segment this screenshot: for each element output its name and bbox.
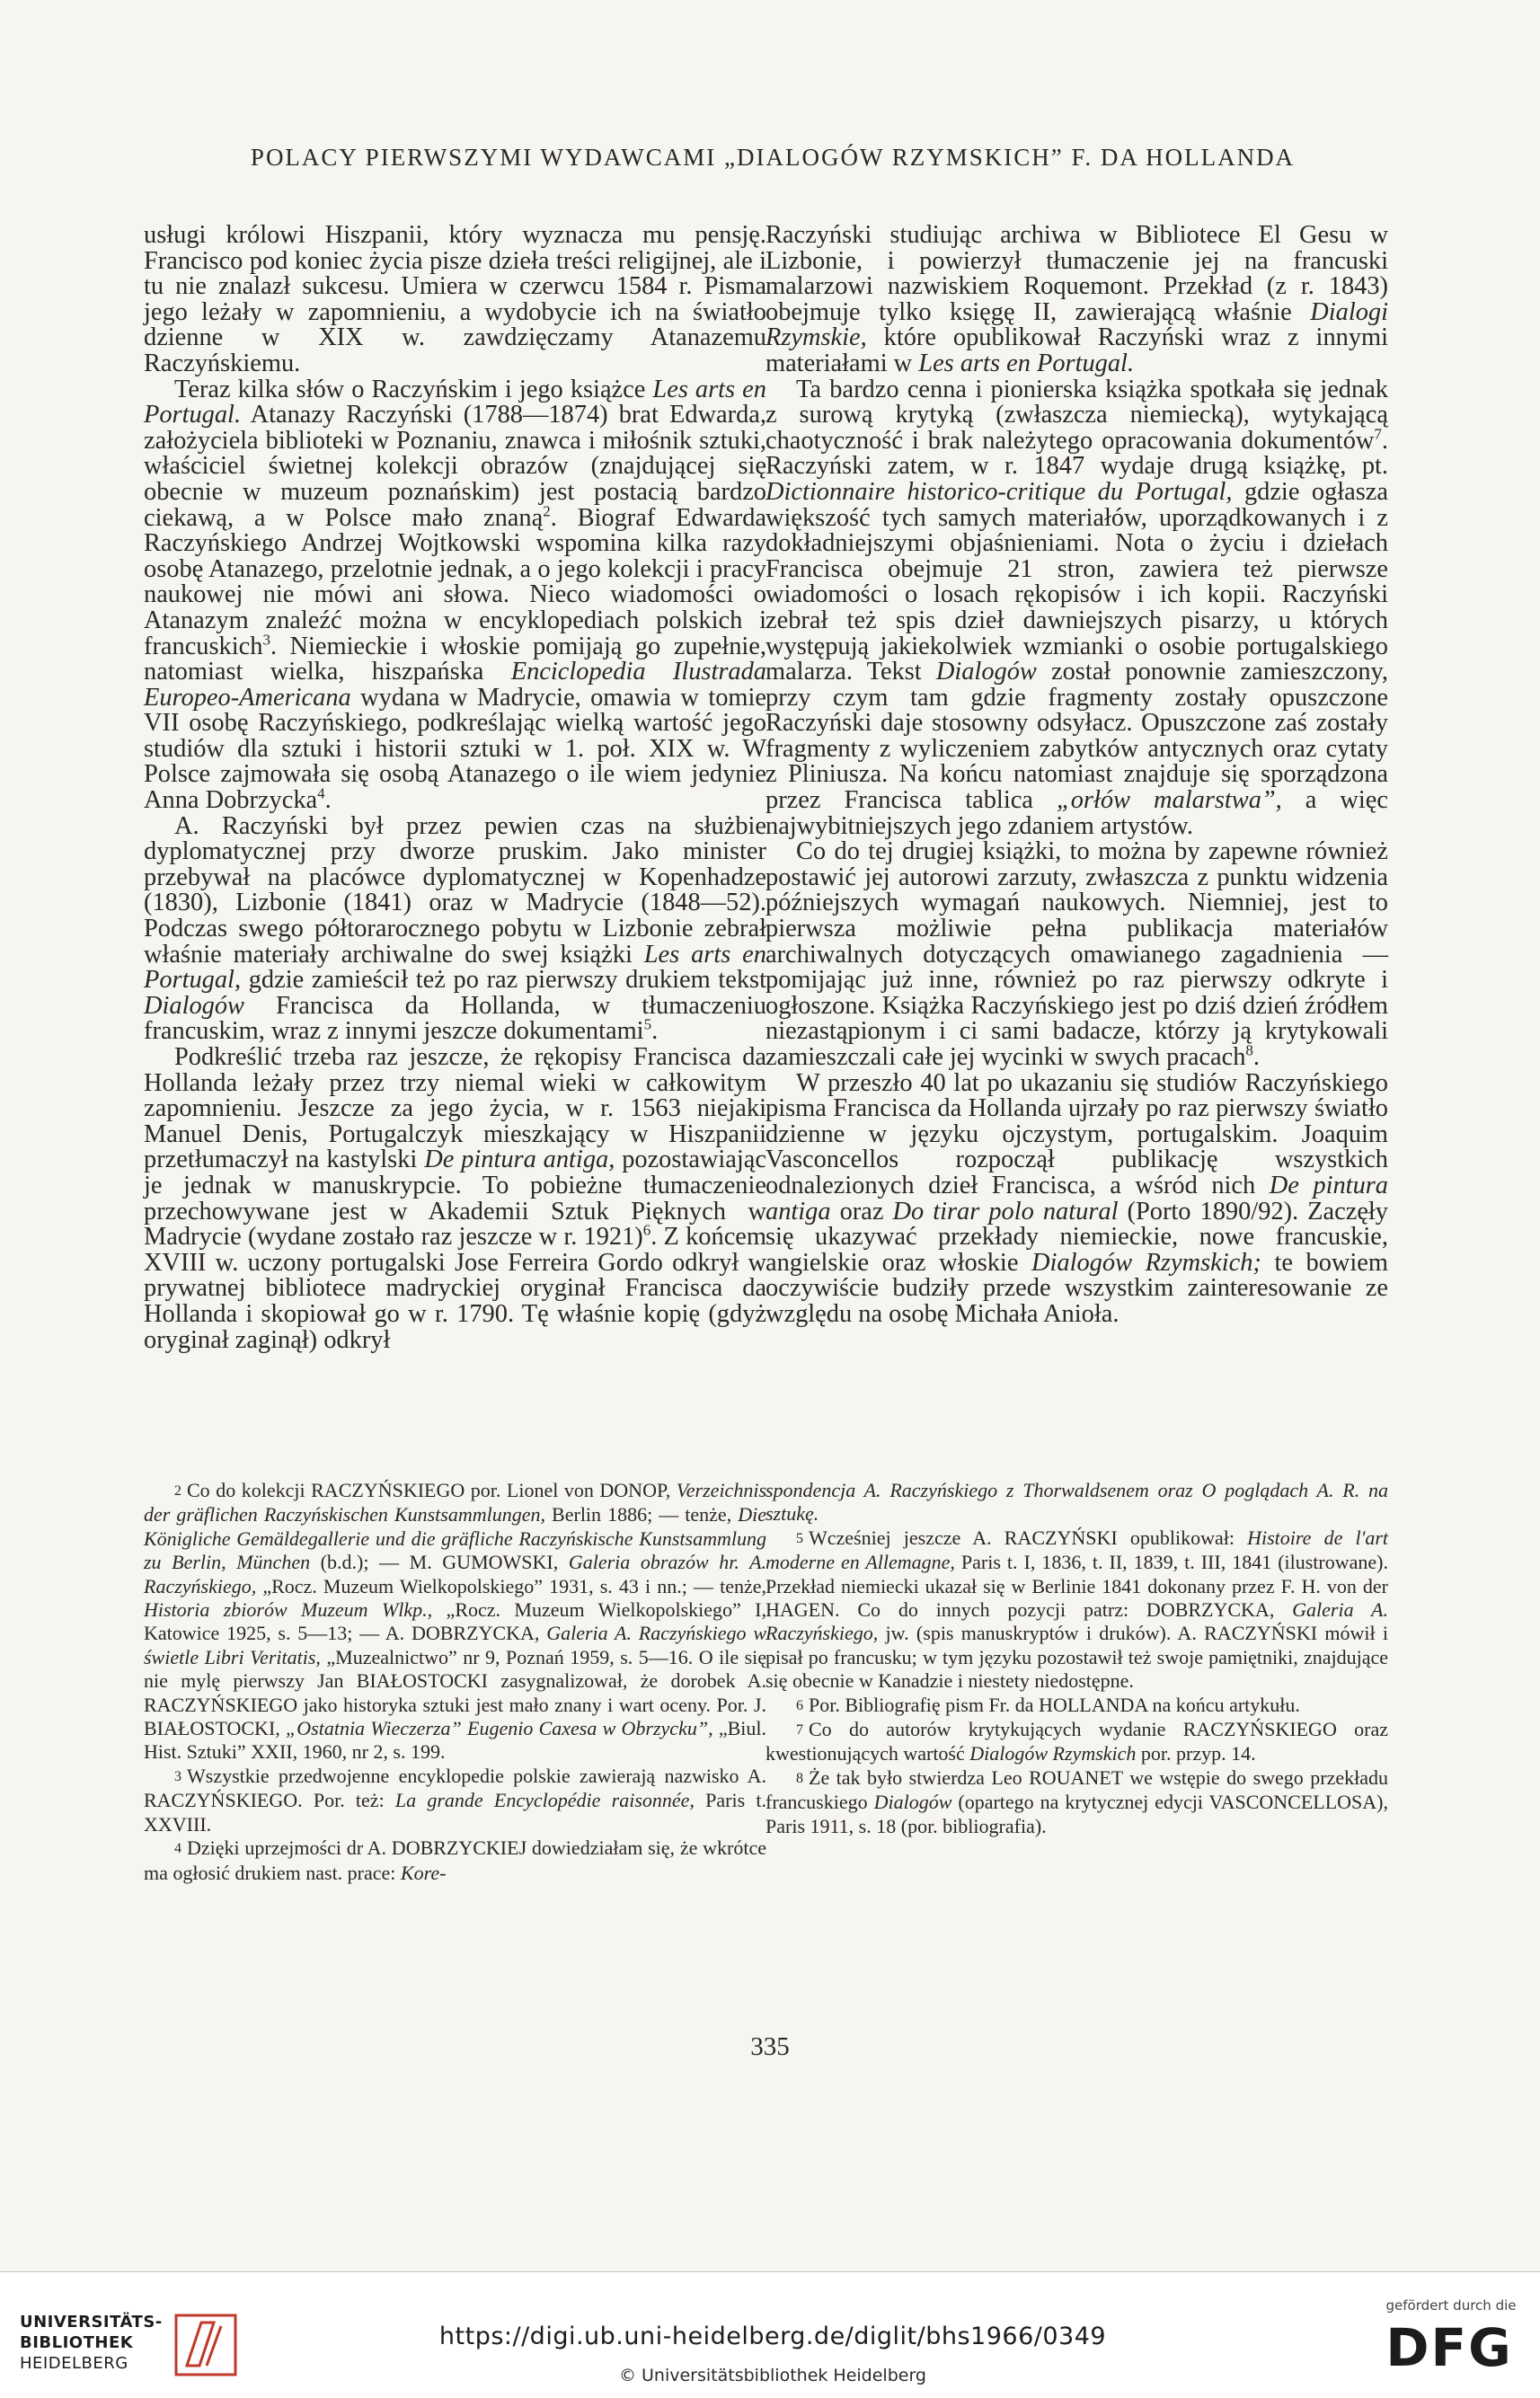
dfg-logo[interactable]: DFG: [1385, 2317, 1513, 2378]
footnote-7: 7 Co do autorów krytykujących wydanie RACZYŃSKIEGO oraz kwestionujących wartość Dialogów Rzymskich por. przyp. 14.: [766, 1718, 1388, 1765]
page-number: 335: [750, 2032, 790, 2061]
right-column: [766, 223, 1388, 1328]
footnote-6: 6 Por. Bibliografię pism Fr. da HOLLANDA na końcu artykułu.: [796, 1693, 1300, 1716]
viewer-footer: [0, 2271, 1540, 2398]
library-name-line1: UNIVERSITÄTS-: [20, 2313, 163, 2332]
paragraph: Ta bardzo cenna i pionierska książka spotkała się jednak z surową krytyką (zwłaszcza niemiecką), wytykającą chaotyczność i brak należytego opracowania dokumentów$^7$. Raczyński zatem, w r. 1847 wydaje drugą książkę, pt. Dictionnaire historico-critique du Portugal, gdzie ogłasza większość tych samych materiałów, uporządkowanych i z dokładniejszymi objaśnieniami. Nota o życiu i dziełach Francisca obejmuje 21 stron, zawiera też pierwsze wiadomości o losach rękopisów i ich kopii. Raczyński zebrał też spis dzieł dawniejszych pisarzy, u których występują jakiekolwiek wzmianki o osobie portugalskiego malarza. Tekst Dialogów został ponownie zamieszczony, przy czym tam gdzie fragmenty zostały opuszczone Raczyński daje stosowny odsyłacz. Opuszczone zaś zostały fragmenty z wyliczeniem zabytków antycznych oraz cytaty z Pliniusza. Na końcu natomiast znajduje się sporządzona przez Francisca tablica „orłów malarstwa”, a więc najwybitniejszych jego zdaniem artystów.: [766, 375, 1389, 840]
paragraph: usługi królowi Hiszpanii, który wyznacza mu pensję. Francisco pod koniec życia pisze dzieła treści religijnej, ale i tu nie znalazł sukcesu. Umiera w czerwcu 1584 r. Pisma jego leżały w zapomnieniu, a wydobycie ich na światło dzienne w XIX w. zawdzięczamy Atanazemu Raczyńskiemu.: [144, 221, 766, 377]
paragraph: Co do tej drugiej książki, to można by zapewne również postawić jej autorowi zarzuty, zwłaszcza z punktu widzenia późniejszych wymagań naukowych. Niemniej, jest to pierwsza możliwie pełna publikacja materiałów archiwalnych dotyczących omawianego zagadnienia — pomijając już inne, również po raz pierwszy odkryte i ogłoszone. Książka Raczyńskiego jest po dziś dzień źródłem niezastąpionym i ci sami badacze, którzy ją krytykowali zamieszczali całe jej wycinki w swych pracach$^8$.: [766, 837, 1388, 1071]
paragraph: Podkreślić trzeba raz jeszcze, że rękopisy Francisca da Hollanda leżały przez trzy niemal wieki w całkowitym zapomnieniu. Jeszcze za jego życia, w r. 1563 niejaki Manuel Denis, Portugalczyk mieszkający w Hiszpanii przetłumaczył na kastylski De pintura antiga, pozostawiając je jednak w manuskrypcie. To pobieżne tłumaczenie przechowywane jest w Akademii Sztuk Pięknych w Madrycie (wydane zostało raz jeszcze w r. 1921)$^6$. Z końcem XVIII w. uczony portugalski Jose Ferreira Gordo odkrył w prywatnej bibliotece madryckiej oryginał Francisca da Hollanda i skopiował go w r. 1790. Tę właśnie kopię (gdyż oryginał zaginął) odkrył: [144, 1043, 766, 1354]
footnote-ref: 2: [543, 502, 551, 520]
footnote-8: 8 Że tak było stwierdza Leo ROUANET we wstępie do swego przekładu francuskiego Dialogów (opartego na krytycznej edycji VASCONCELLOSA), Paris 1911, s. 18 (por. bibliografia).: [766, 1765, 1388, 1837]
copyright-notice: © Universitätsbibliothek Heidelberg: [618, 2366, 926, 2385]
footnotes-left: [144, 1479, 766, 1885]
footnote-4-continued: spondencja A. Raczyńskiego z Thorwaldsenem oraz O poglądach A. R. na sztukę.: [766, 1479, 1388, 1526]
footnote-ref: 6: [642, 1221, 651, 1239]
footnote-ref: 7: [1374, 425, 1382, 443]
library-name-line2: BIBLIOTHEK: [20, 2333, 134, 2352]
paragraph: Teraz kilka słów o Raczyńskim i jego książce Les arts en Portugal. Atanazy Raczyński (1788—1874) brat Edwarda, założyciela biblioteki w Poznaniu, znawca i miłośnik sztuki, właściciel świetnej kolekcji obrazów (znajdującej się obecnie w muzeum poznańskim) jest postacią bardzo ciekawą, a w Polsce mało znaną$^2$. Biograf Edwarda Raczyńskiego Andrzej Wojtkowski wspomina kilka razy osobę Atanazego, przelotnie jednak, a o jego kolekcji i pracy naukowej nie mówi ani słowa. Nieco wiadomości o Atanazym znaleźć można w encyklopediach polskich i francuskich$^3$. Niemieckie i włoskie pomijają go zupełnie, natomiast wielka, hiszpańska Enciclopedia Ilustrada Europeo-Americana wydana w Madrycie, omawia w tomie VII osobę Raczyńskiego, podkreślając wielką wartość jego studiów dla sztuki i historii sztuki w 1. poł. XIX w. W Polsce zajmowała się osobą Atanazego o ile wiem jedynie Anna Dobrzycka$^4$.: [144, 375, 766, 815]
paragraph: W przeszło 40 lat po ukazaniu się studiów Raczyńskiego pisma Francisca da Hollanda ujrzały po raz pierwszy światło dzienne w języku ojczystym, portugalskim. Joaquim Vasconcellos rozpoczął publikację wszystkich odnalezionych dzieł Francisca, a wśród nich De pintura antiga oraz Do tirar polo natural (Porto 1890/92). Zaczęły się ukazywać przekłady niemieckie, nowe francuskie, angielskie oraz włoskie Dialogów Rzymskich; te bowiem oczywiście budziły przede wszystkim zainteresowanie ze względu na osobę Michała Anioła.: [766, 1068, 1389, 1328]
footnote-ref: 4: [317, 784, 325, 802]
footnote-ref: 5: [643, 1015, 652, 1033]
footnote-2: 2 Co do kolekcji RACZYŃSKIEGO por. Lionel von DONOP, Verzeichnis der gräflichen Raczyńskischen Kunstsammlungen, Berlin 1886; — tenże, Die Königliche Gemäldegallerie und die gräfliche Raczyńskische Kunstsammlung zu Berlin, München (b.d.); — M. GUMOWSKI, Galeria obrazów hr. A. Raczyńskiego, „Rocz. Muzeum Wielkopolskiego” 1931, s. 43 i nn.; — tenże, Historia zbiorów Muzeum Wlkp., „Rocz. Muzeum Wielkopolskiego” I, Katowice 1925, s. 5—13; — A. DOBRZYCKA, Galeria A. Raczyńskiego w świetle Libri Veritatis, „Muzealnictwo” nr 9, Poznań 1959, s. 5—16. O ile się nie mylę pierwszy Jan BIAŁOSTOCKI zasygnalizował, że dorobek A. RACZYŃSKIEGO jako historyka sztuki jest mało znany i wart oceny. Por. J. BIAŁOSTOCKI, „Ostatnia Wieczerza” Eugenio Caxesa w Obrzycku”, „Biul. Hist. Sztuki” XXII, 1960, nr 2, s. 199.: [144, 1479, 767, 1764]
funding-note: gefördert durch die: [1385, 2297, 1517, 2314]
footnote-3: 3 Wszystkie przedwojenne encyklopedie polskie zawierają nazwisko A. RACZYŃSKIEGO. Por. też: La grande Encyclopédie raisonnée, Paris t. XXVIII.: [144, 1764, 766, 1836]
footnote-4: 4 Dzięki uprzejmości dr A. DOBRZYCKIEJ dowiedziałam się, że wkrótce ma ogłosić drukiem nast. prace: Kore-: [144, 1836, 766, 1884]
permalink-url[interactable]: https://digi.ub.uni-heidelberg.de/diglit/bhs1966/0349: [438, 2323, 1107, 2350]
paragraph: Raczyński studiując archiwa w Bibliotece El Gesu w Lizbonie, i powierzył tłumaczenie jej na francuski malarzowi nazwiskiem Roquemont. Przekład (z r. 1843) obejmuje tylko księgę II, zawierającą właśnie Dialogi Rzymskie, które opublikował Raczyński wraz z innymi materiałami w Les arts en Portugal.: [766, 221, 1388, 377]
library-logo[interactable]: [20, 2312, 253, 2378]
running-head: POLACY PIERWSZYMI WYDAWCAMI „DIALOGÓW RZYMSKICH” F. DA HOLLANDA: [250, 144, 1296, 171]
left-column: [144, 223, 766, 1353]
library-name-line3: HEIDELBERG: [20, 2354, 128, 2373]
paragraph: A. Raczyński był przez pewien czas na służbie dyplomatycznej przy dworze pruskim. Jako minister przebywał na placówce dyplomatycznej w Kopenhadze (1830), Lizbonie (1841) oraz w Madrycie (1848—52). Podczas swego półtorarocznego pobytu w Lizbonie zebrał właśnie materiały archiwalne do swej książki Les arts en Portugal, gdzie zamieścił też po raz pierwszy drukiem tekst Dialogów Francisca da Hollanda, w tłumaczeniu francuskim, wraz z innymi jeszcze dokumentami$^5$.: [144, 811, 766, 1046]
library-emblem-icon: [174, 2314, 237, 2376]
footnote-5: 5 Wcześniej jeszcze A. RACZYŃSKI opublikował: Histoire de l'art moderne en Allemagne, Paris t. I, 1836, t. II, 1839, t. III, 1841 (ilustrowane). Przekład niemiecki ukazał się w Berlinie 1841 dokonany przez F. H. von der HAGEN. Co do innych pozycji patrz: DOBRZYCKA, Galeria A. Raczyńskiego, jw. (spis manuskryptów i druków). A. RACZYŃSKI mówił i pisał po francusku; w tym języku pozostawił też swoje pamiętniki, znajdujące się obecnie w Kanadzie i niestety niedostępne.: [766, 1526, 1388, 1693]
footnotes-right: [766, 1479, 1388, 1838]
footnote-ref: 8: [1245, 1041, 1253, 1059]
footnote-ref: 3: [262, 631, 270, 649]
